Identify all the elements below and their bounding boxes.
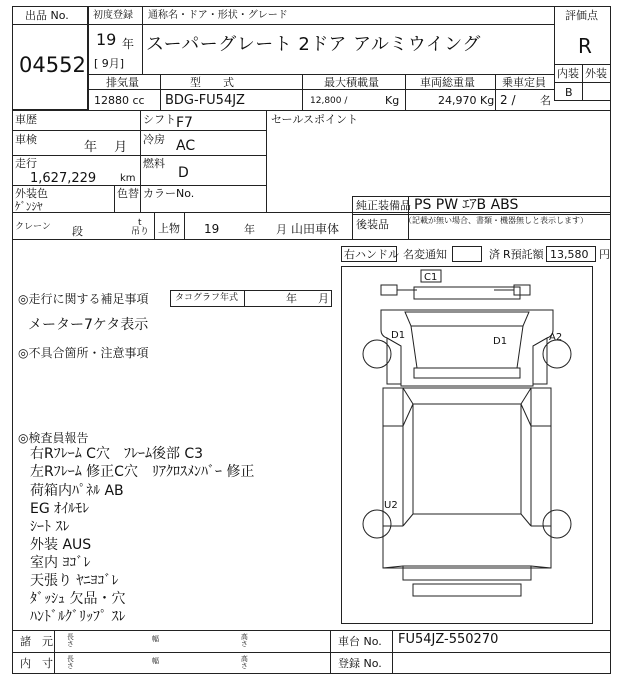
inspection-value: 年 月 bbox=[84, 140, 128, 155]
inspector-line: 右Rﾌﾚｰﾑ C穴 ﾌﾚｰﾑ後部 C3 bbox=[30, 446, 204, 462]
name-change-label: 名変通知 bbox=[403, 248, 447, 261]
color-code-label: カラーNo. bbox=[143, 187, 195, 200]
tacho-label: タコグラフ年式 bbox=[175, 293, 239, 303]
crane-label: クレーン bbox=[15, 222, 51, 232]
body-year: 19 bbox=[204, 222, 220, 236]
truck-diagram bbox=[341, 266, 593, 624]
retrofit-label: 後装品 bbox=[356, 218, 389, 231]
width-label: 幅 bbox=[152, 657, 159, 665]
shift-label: シフト bbox=[143, 113, 176, 126]
interior-dims-label: 内 寸 bbox=[20, 657, 53, 670]
equipment-label: 純正装備品 bbox=[356, 199, 411, 212]
first-reg-label: 初度登録 bbox=[93, 10, 133, 21]
inspector-line: 左Rﾌﾚｰﾑ 修正C穴 ﾘｱｸﾛｽﾒﾝﾊﾞｰ 修正 bbox=[30, 464, 255, 480]
chassis-label: 車台 No. bbox=[338, 635, 382, 648]
body-label: 上物 bbox=[158, 222, 180, 235]
tacho-year-char: 年 bbox=[286, 292, 297, 305]
max-load-unit: Kg bbox=[385, 94, 400, 107]
interior-label: 内装 bbox=[557, 67, 579, 80]
mileage-label: 走行 bbox=[15, 157, 37, 170]
ac-value: AC bbox=[176, 138, 196, 154]
exterior-label: 外装 bbox=[585, 67, 607, 80]
capacity-unit: 名 bbox=[540, 94, 551, 107]
diagram-mark: C1 bbox=[424, 272, 438, 283]
recycle-value: 13,580 bbox=[550, 248, 589, 261]
ext-color-value: ｹﾞﾝｼﾔ bbox=[15, 200, 43, 213]
chassis-value: FU54JZ-550270 bbox=[398, 632, 499, 647]
diagram-mark: D1 bbox=[391, 330, 406, 341]
reg-label: 登録 No. bbox=[338, 657, 382, 670]
grade-value: R bbox=[578, 34, 592, 58]
inspection-label: 車検 bbox=[15, 133, 37, 146]
recycle-unit: 円 bbox=[599, 248, 610, 261]
crane-ton-label: t bbox=[138, 218, 142, 228]
inspector-line: 荷箱内ﾊﾟﾈﾙ AB bbox=[30, 483, 124, 499]
model-header-label: 通称名・ドア・形状・グレード bbox=[148, 10, 288, 21]
diagram-mark: D1 bbox=[493, 336, 508, 347]
supplement-label: ◎走行に関する補足事項 bbox=[18, 292, 149, 306]
inspector-line: 室内 ﾖｺﾞﾚ bbox=[30, 555, 91, 571]
body-maker: 山田車体 bbox=[291, 222, 340, 236]
tacho-month-char: 月 bbox=[318, 292, 329, 305]
name-change-box bbox=[452, 246, 482, 262]
dims-label: 諸 元 bbox=[20, 635, 53, 648]
sales-point-label: セールスポイント bbox=[271, 113, 359, 126]
diagram-mark: A2 bbox=[549, 332, 563, 343]
ac-label: 冷房 bbox=[143, 133, 165, 146]
inspector-line: 外装 AUS bbox=[30, 537, 92, 553]
fuel-value: D bbox=[178, 165, 189, 181]
body-year-char: 年 bbox=[244, 223, 255, 236]
max-load-value: 12,800 / bbox=[310, 96, 348, 106]
recycle-label: R預託額 bbox=[503, 248, 544, 261]
recycle-prefix: 済 bbox=[489, 248, 500, 261]
model-code-label: 型 式 bbox=[190, 76, 234, 89]
height-label: 高さ bbox=[240, 655, 249, 669]
mileage-unit: km bbox=[120, 173, 136, 184]
ext-color-label: 外装色 bbox=[15, 187, 48, 200]
crane-stage-label: 段 bbox=[72, 225, 83, 238]
length-label: 長さ bbox=[66, 655, 75, 669]
fuel-label: 燃料 bbox=[143, 157, 165, 170]
retrofit-note: （記載が無い場合、書類・機器無しと表示します） bbox=[404, 216, 588, 225]
history-label: 車歴 bbox=[15, 113, 37, 126]
drive-side: 右ハンドル bbox=[344, 248, 399, 261]
inspector-line: EG ｵｲﾙﾓﾚ bbox=[30, 501, 90, 517]
lot-label: 出品 No. bbox=[25, 9, 69, 22]
max-load-label: 最大積載量 bbox=[324, 76, 379, 89]
crane-lift-label: 吊り bbox=[131, 227, 150, 237]
gross-weight-label: 車両総重量 bbox=[420, 76, 475, 89]
color-change-label: 色替 bbox=[117, 187, 139, 200]
body-month-char: 月 bbox=[276, 223, 287, 236]
diagram-mark: U2 bbox=[384, 500, 398, 511]
model-code-value: BDG-FU54JZ bbox=[165, 93, 245, 108]
inspector-line: 天張り ﾔﾆﾖｺﾞﾚ bbox=[30, 573, 119, 589]
lot-number: 04552 bbox=[19, 53, 86, 77]
supplement-text: メーター7ケタ表示 bbox=[28, 317, 149, 333]
length-label: 長さ bbox=[66, 633, 75, 647]
height-label: 高さ bbox=[240, 633, 249, 647]
year-char: 年 bbox=[122, 37, 135, 51]
displacement-label: 排気量 bbox=[106, 76, 139, 89]
capacity-value: 2 / bbox=[500, 93, 516, 107]
mileage-value: 1,627,229 bbox=[30, 171, 97, 186]
equipment-value: PS PW ｴｱB ABS bbox=[414, 197, 519, 213]
inspector-line: ﾀﾞｯｼｭ 欠品・穴 bbox=[30, 591, 126, 607]
first-reg-year: 19 bbox=[96, 30, 117, 49]
defects-label: ◎不具合箇所・注意事項 bbox=[18, 346, 149, 360]
inspector-line: ｼｰﾄ ｽﾚ bbox=[30, 519, 70, 535]
first-reg-month: [ 9月] bbox=[94, 57, 125, 70]
width-label: 幅 bbox=[152, 635, 159, 643]
interior-value: B bbox=[565, 86, 573, 99]
inspector-line: ﾊﾝﾄﾞﾙｸﾞﾘｯﾌﾟ ｽﾚ bbox=[30, 609, 126, 625]
inspector-label: ◎検査員報告 bbox=[18, 431, 89, 445]
gross-weight-value: 24,970 Kg bbox=[438, 94, 495, 107]
capacity-label: 乗車定員 bbox=[502, 76, 546, 89]
model-name: スーパーグレート 2ドア アルミウイング bbox=[146, 34, 481, 55]
grade-label: 評価点 bbox=[565, 9, 598, 22]
displacement-value: 12880 cc bbox=[94, 94, 145, 107]
shift-value: F7 bbox=[176, 115, 193, 131]
